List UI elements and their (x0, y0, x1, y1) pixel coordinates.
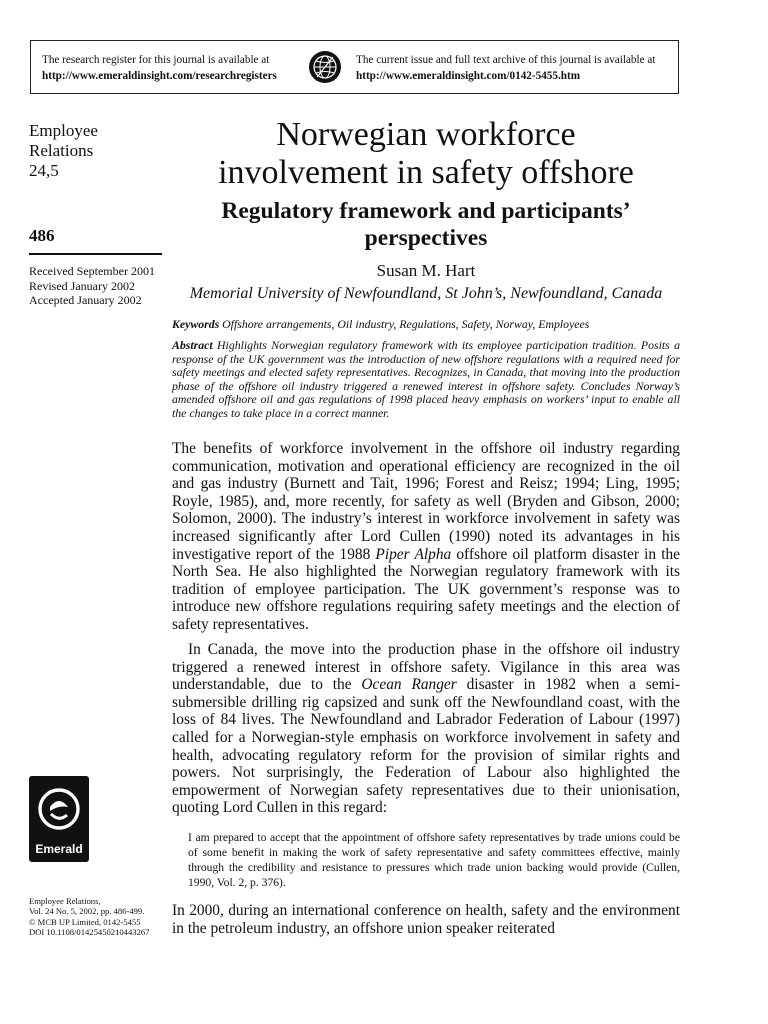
full-text-archive-text: The current issue and full text archive of this journal is available at (356, 54, 656, 66)
journal-availability-box (30, 40, 679, 94)
submission-dates (29, 264, 169, 308)
abstract (172, 339, 680, 421)
full-text-archive-notice (356, 52, 655, 84)
revised-date: Revised January 2002 (29, 278, 135, 293)
article-subtitle-line-2: perspectives (364, 225, 488, 251)
pub-journal: Employee Relations, (29, 896, 101, 906)
body-text: disaster in 1982 when a semi-submersible drilling rig capsized and sunk off the Newfoundland coast, with the loss of 84 lives. The Newfoundland and Labrador Federation of Labour (1997) called for a Norwegian-style emphasis on workforce involvement in safety and health, advocating regulatory reform for the provision of similar rights and powers. Not surprisingly, the Federation of Labour also highlighted the empowerment of Norwegian safety representatives due to their unionisation, quoting Lord Cullen in this regard: (172, 676, 680, 817)
globe-icon (308, 50, 342, 84)
research-register-text: The research register for this journal is available at (42, 54, 270, 66)
emerald-logo-icon (29, 776, 89, 862)
pub-copyright: © MCB UP Limited, 0142-5455 (29, 916, 141, 927)
page-number-rule (29, 253, 162, 255)
keywords (172, 316, 682, 332)
journal-name-line-2: Relations (29, 141, 94, 160)
body-paragraph-2 (172, 641, 680, 817)
article-title-line-2: involvement in safety offshore (218, 154, 634, 191)
body-text: offshore oil platform disaster in the North Sea. He also highlighted the Norwegian regulatory framework with its tradition of employee participation. The UK government’s response was to introduce new offshore regulations requiring safety meetings and the election of safety representatives. (172, 545, 681, 633)
author-affiliation: Memorial University of Newfoundland, St John’s, Newfoundland, Canada (189, 285, 663, 302)
emerald-logo-text: Emerald (35, 842, 83, 856)
pub-doi: DOI 10.1108/01425450210443267 (29, 927, 150, 938)
research-register-link[interactable]: http://www.emeraldinsight.com/researchregisters (42, 70, 277, 82)
block-quote: I am prepared to accept that the appointment of offshore safety representatives by trade unions could be of some benefit in making the work of safety representative and safety committees effective, mainly through the credibility and resistance to pressures which trade union backing would provide (Cullen, 1990, Vol. 2, p. 376). (188, 831, 680, 889)
author-name: Susan M. Hart (376, 261, 476, 280)
body-text: The benefits of workforce involvement in the offshore oil industry regarding communication, motivation and operational efficiency are recognized in the oil and gas industry (Burnett and Tait, 1996; Forest and Reisz; 1994; Ling, 1995; Royle, 1985), and, more recently, for safety as well (Bryden and Gibson, 2000; Solomon, 2000). The industry’s interest in workforce involvement in safety was increased significantly after Lord Cullen (1990) noted its advantages in his investigative report of the 1988 (172, 440, 680, 563)
keywords-label: Keywords (172, 317, 220, 331)
body-text: In Canada, the move into the production phase in the offshore oil industry triggered a renewed interest in offshore safety. Vigilance in this area was understandable, due to the (172, 641, 680, 694)
accepted-date: Accepted January 2002 (29, 293, 142, 307)
article-subtitle (168, 198, 684, 252)
abstract-text: Highlights Norwegian regulatory framework with its employee participation tradition. Posits a response of the UK government was the introduction of new offshore regulations with a required need for safety meetings and elected safety representatives. Recognizes, in Canada, that moving into the production phase of the offshore oil industry triggered a renewed interest in offshore safety. Concludes Norway’s amended offshore oil and gas regulations of 1998 placed heavy emphasis on workers’ input to enable all the changes to take place in a correct manner. (172, 338, 680, 420)
keywords-list: Offshore arrangements, Oil industry, Regulations, Safety, Norway, Employees (222, 317, 590, 331)
journal-volume: 24,5 (29, 161, 59, 180)
pub-volume: Vol. 24 No. 5, 2002, pp. 486-499. (29, 906, 145, 917)
page-number: 486 (29, 226, 55, 245)
publication-info (29, 896, 169, 938)
article-title (168, 116, 684, 192)
journal-name (29, 121, 159, 181)
rig-name-ocean-ranger: Ocean Ranger (361, 676, 457, 694)
article-title-line-1: Norwegian workforce (276, 116, 576, 153)
body-paragraph-1 (172, 440, 680, 634)
abstract-label: Abstract (172, 338, 213, 352)
body-paragraph-3: In 2000, during an international conference on health, safety and the environment in the petroleum industry, an offshore union speaker reiterated (172, 902, 680, 937)
ship-name-piper-alpha: Piper Alpha (375, 545, 452, 563)
article-subtitle-line-1: Regulatory framework and participants’ (221, 198, 631, 224)
journal-name-line-1: Employee (29, 121, 98, 140)
full-text-archive-link[interactable]: http://www.emeraldinsight.com/0142-5455.htm (356, 70, 581, 82)
received-date: Received September 2001 (29, 264, 155, 278)
research-register-notice (42, 52, 277, 84)
